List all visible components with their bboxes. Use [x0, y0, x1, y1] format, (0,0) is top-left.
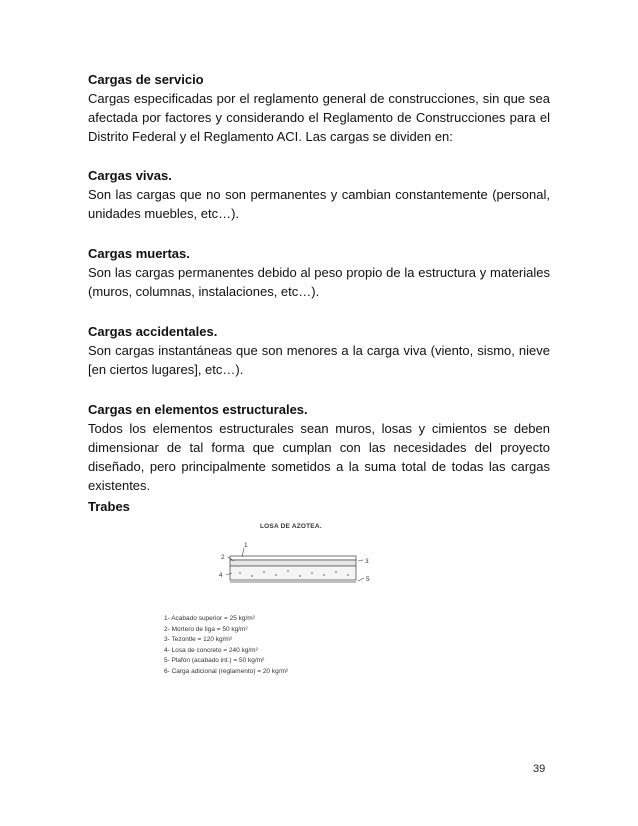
section-heading: Cargas vivas.	[88, 168, 172, 183]
section-body: Todos los elementos estructurales sean muros, losas y cimientos se deben dimensionar de tal forma que cumplan con las necesidades del proyecto diseñado, pero principalmente sometidos a la suma total de todas las cargas existentes.	[88, 421, 550, 493]
legend-item: 2- Mortero de liga = 50 kg/m²	[164, 625, 248, 633]
legend-item: 3- Tezontle = 120 kg/m²	[164, 636, 232, 644]
section-cargas-de-servicio	[88, 70, 550, 146]
section-cargas-en-elementos-estructurales	[88, 400, 550, 495]
callout-2: 2	[221, 554, 225, 561]
section-heading: Cargas en elementos estructurales.	[88, 402, 308, 417]
callout-4: 4	[219, 572, 223, 579]
section-body: Son las cargas que no son permanentes y cambian constantemente (personal, unidades muebles, etc…).	[88, 187, 550, 221]
callout-1: 1	[244, 542, 248, 549]
section-heading: Cargas muertas.	[88, 246, 190, 261]
trabes-heading: Trabes	[88, 499, 130, 514]
section-heading: Cargas accidentales.	[88, 324, 218, 339]
section-cargas-vivas	[88, 166, 550, 223]
legend-item: 5- Plafón (acabado int.) = 50 kg/m²	[164, 657, 265, 665]
load-legend-list	[164, 614, 288, 678]
tezontle-layer	[230, 560, 356, 566]
figure-title: LOSA DE AZOTEA.	[260, 523, 322, 530]
legend-item: 4- Losa de concreto = 240 kg/m²	[164, 646, 258, 654]
page-number: 39	[533, 763, 546, 775]
concrete-slab-layer	[230, 566, 356, 580]
legend-item: 6- Carga adicional (reglamento) = 20 kg/m²	[164, 667, 289, 675]
section-cargas-muertas	[88, 244, 550, 301]
section-heading: Cargas de servicio	[88, 72, 204, 87]
callout-5: 5	[366, 576, 370, 583]
section-body: Cargas especificadas por el reglamento general de construcciones, sin que sea afectada por factores y considerando el Reglamento de Construcciones para el Distrito Federal y el Reglamento ACI. Las cargas se dividen en:	[88, 91, 550, 144]
section-body: Son las cargas permanentes debido al peso propio de la estructura y materiales (muros, columnas, instalaciones, etc…).	[88, 265, 550, 299]
top-finish-layer	[230, 556, 356, 560]
legend-item: 1- Acabado superior = 25 kg/m²	[164, 615, 255, 622]
callout-3: 3	[365, 558, 369, 565]
section-body: Son cargas instantáneas que son menores a la carga viva (viento, sismo, nieve [en ciertos lugares], etc…).	[88, 343, 550, 377]
slab-cross-section-diagram	[160, 518, 400, 608]
losa-de-azotea-figure	[160, 518, 400, 693]
section-cargas-accidentales	[88, 322, 550, 379]
